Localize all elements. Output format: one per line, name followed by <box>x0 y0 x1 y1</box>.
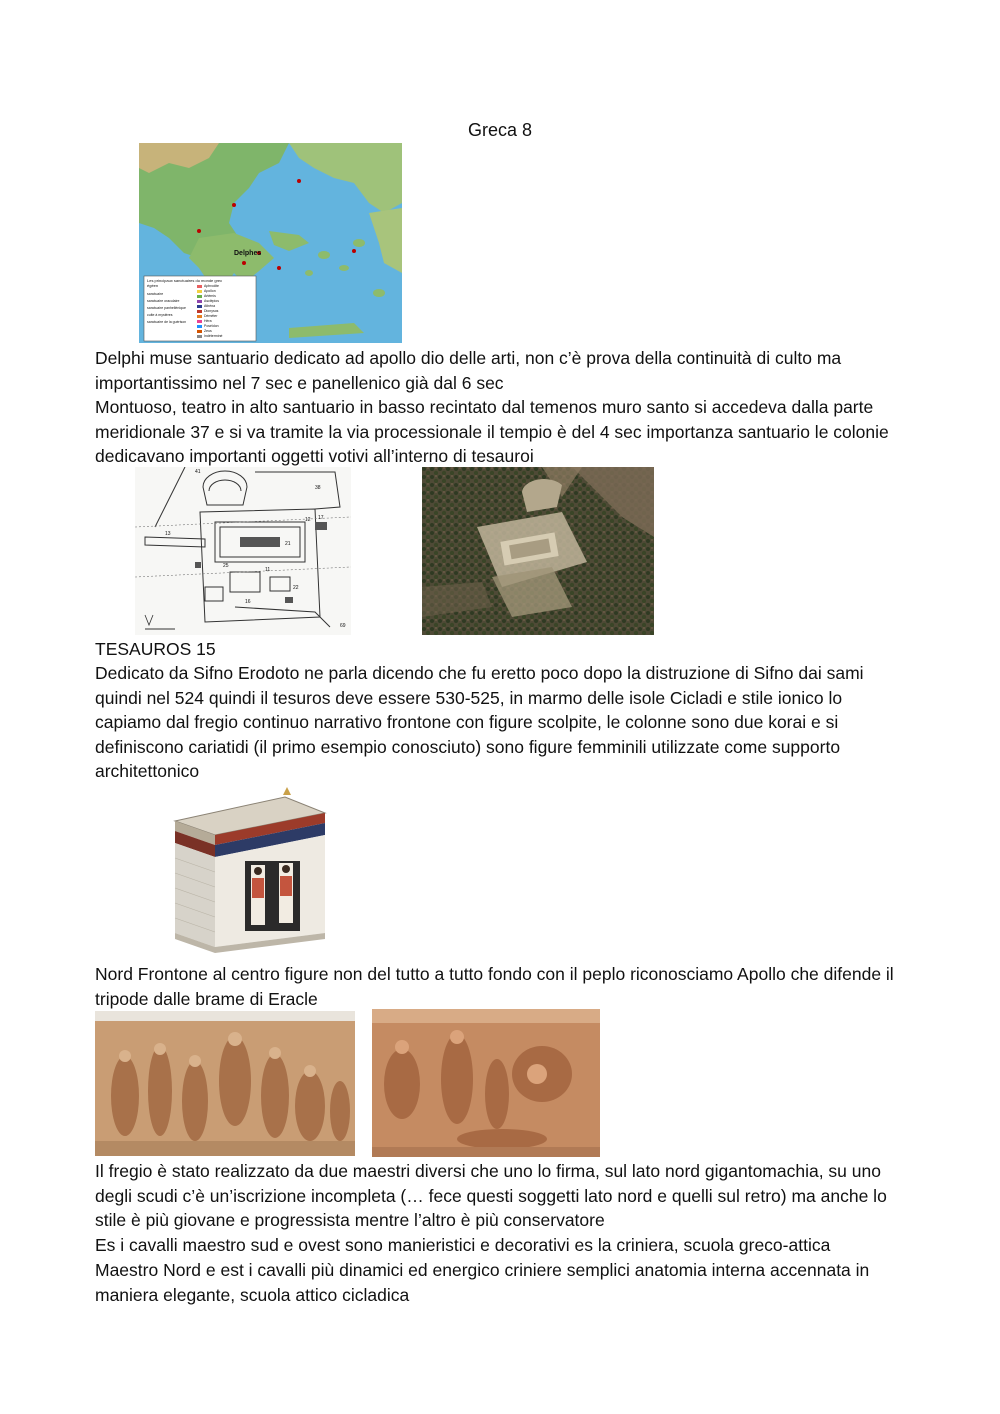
sanctuary-aerial-photo <box>422 467 654 635</box>
plan-number: 17 <box>318 515 324 521</box>
legend-god: Zeus <box>197 329 252 334</box>
legend-item: sanctuaire panhellénique <box>147 306 186 310</box>
legend-item: sanctuaire <box>147 292 164 296</box>
legend-god: Apollon <box>197 289 252 294</box>
plan-number: 22 <box>293 585 299 591</box>
map-greece-image <box>139 143 402 343</box>
plan-number: 38 <box>315 485 321 491</box>
legend-swatch <box>197 330 202 333</box>
legend-god: Poséidon <box>197 324 252 329</box>
plan-number: 16 <box>245 599 251 605</box>
legend-item: culte à mystères <box>147 313 173 317</box>
map-place-label: Delphes <box>234 250 262 257</box>
legend-god: Artémis <box>197 294 252 299</box>
legend-swatch <box>197 310 202 313</box>
frieze-photo-right <box>372 1009 600 1157</box>
legend-god: Dionysos <box>197 309 252 314</box>
legend-item: sanctuaire de la guérison <box>147 320 187 324</box>
section-heading-tesauros: TESAUROS 15 <box>95 639 216 659</box>
page-title: Greca 8 <box>467 120 533 140</box>
legend-god: Indéterminé <box>197 334 252 339</box>
legend-swatch <box>197 305 202 308</box>
map-legend-heading: Les principaux sanctuaires du monde grec égéen <box>147 278 223 288</box>
legend-swatch <box>197 325 202 328</box>
legend-god: Héra <box>197 319 252 324</box>
plan-number: 13 <box>165 531 171 537</box>
plan-number: 41 <box>195 469 201 475</box>
legend-item: sanctuaire oraculaire <box>147 299 180 303</box>
map-legend-items <box>147 291 202 326</box>
frieze-photo-left <box>95 1011 355 1156</box>
legend-god: Aphrodite <box>197 284 252 289</box>
legend-swatch <box>197 320 202 323</box>
plan-number: 69 <box>340 623 346 629</box>
paragraph-fregio: Il fregio è stato realizzato da due maestri diversi che uno lo firma, sul lato nord gigantomachia, su uno degli scudi c’è un’iscrizione incompleta (… fece questi soggetti lato nord e quelli sul retro) ma anche lo stile è più giovane e progressista mentre l’altro è più conservatore <box>95 1161 887 1230</box>
legend-swatch <box>197 335 202 338</box>
legend-swatch <box>197 285 202 288</box>
legend-god: Asclépios <box>197 299 252 304</box>
sanctuary-plan-image <box>135 467 351 635</box>
paragraph-cavalli-sud: Es i cavalli maestro sud e ovest sono manieristici e decorativi es la criniera, scuola greco-attica <box>95 1235 831 1255</box>
plan-number: 11 <box>265 567 271 573</box>
plan-number: 21 <box>285 541 291 547</box>
legend-swatch <box>197 295 202 298</box>
legend-swatch <box>197 300 202 303</box>
plan-number: 25 <box>223 563 229 569</box>
treasury-reconstruction-image <box>155 783 345 960</box>
legend-god: Déméter <box>197 314 252 319</box>
paragraph-maestro-nord: Maestro Nord e est i cavalli più dinamici ed energico criniere semplici anatomia interna accennata in maniera elegante, scuola attico cicladica <box>95 1260 870 1305</box>
paragraph-delphi-site: Montuoso, teatro in alto santuario in basso recintato dal temenos muro santo si accedeva dalla parte meridionale 37 e si va tramite la via processionale il tempio è del 4 sec importanza santuario le colonie dedicavano importanti oggetti votivi all’interno di tesauroi <box>95 397 889 466</box>
plan-number: 12 <box>305 517 311 523</box>
legend-swatch <box>197 290 202 293</box>
legend-god: Athéna <box>197 304 252 309</box>
paragraph-delphi-intro: Delphi muse santuario dedicato ad apollo dio delle arti, non c’è prova della continuità di culto ma importantissimo nel 7 sec e panellenico già dal 6 sec <box>95 348 842 393</box>
legend-swatch <box>197 315 202 318</box>
paragraph-tesauros: Dedicato da Sifno Erodoto ne parla dicendo che fu eretto poco dopo la distruzione di Sifno dai sami quindi nel 524 quindi il tesuros deve essere 530-525, in marmo delle isole Cicladi e stile ionico lo capiamo dal fregio continuo narrativo frontone con figure scolpite, le colonne sono due korai e si definiscono cariatidi (il primo esempio conosciuto) sono figure femminili utilizzate come supporto architettonico <box>95 663 864 781</box>
paragraph-nord-frontone: Nord Frontone al centro figure non del tutto a tutto fondo con il peplo riconosciamo Apollo che difende il tripode dalle brame di Eracle <box>95 964 894 1009</box>
map-legend-gods <box>197 284 252 339</box>
